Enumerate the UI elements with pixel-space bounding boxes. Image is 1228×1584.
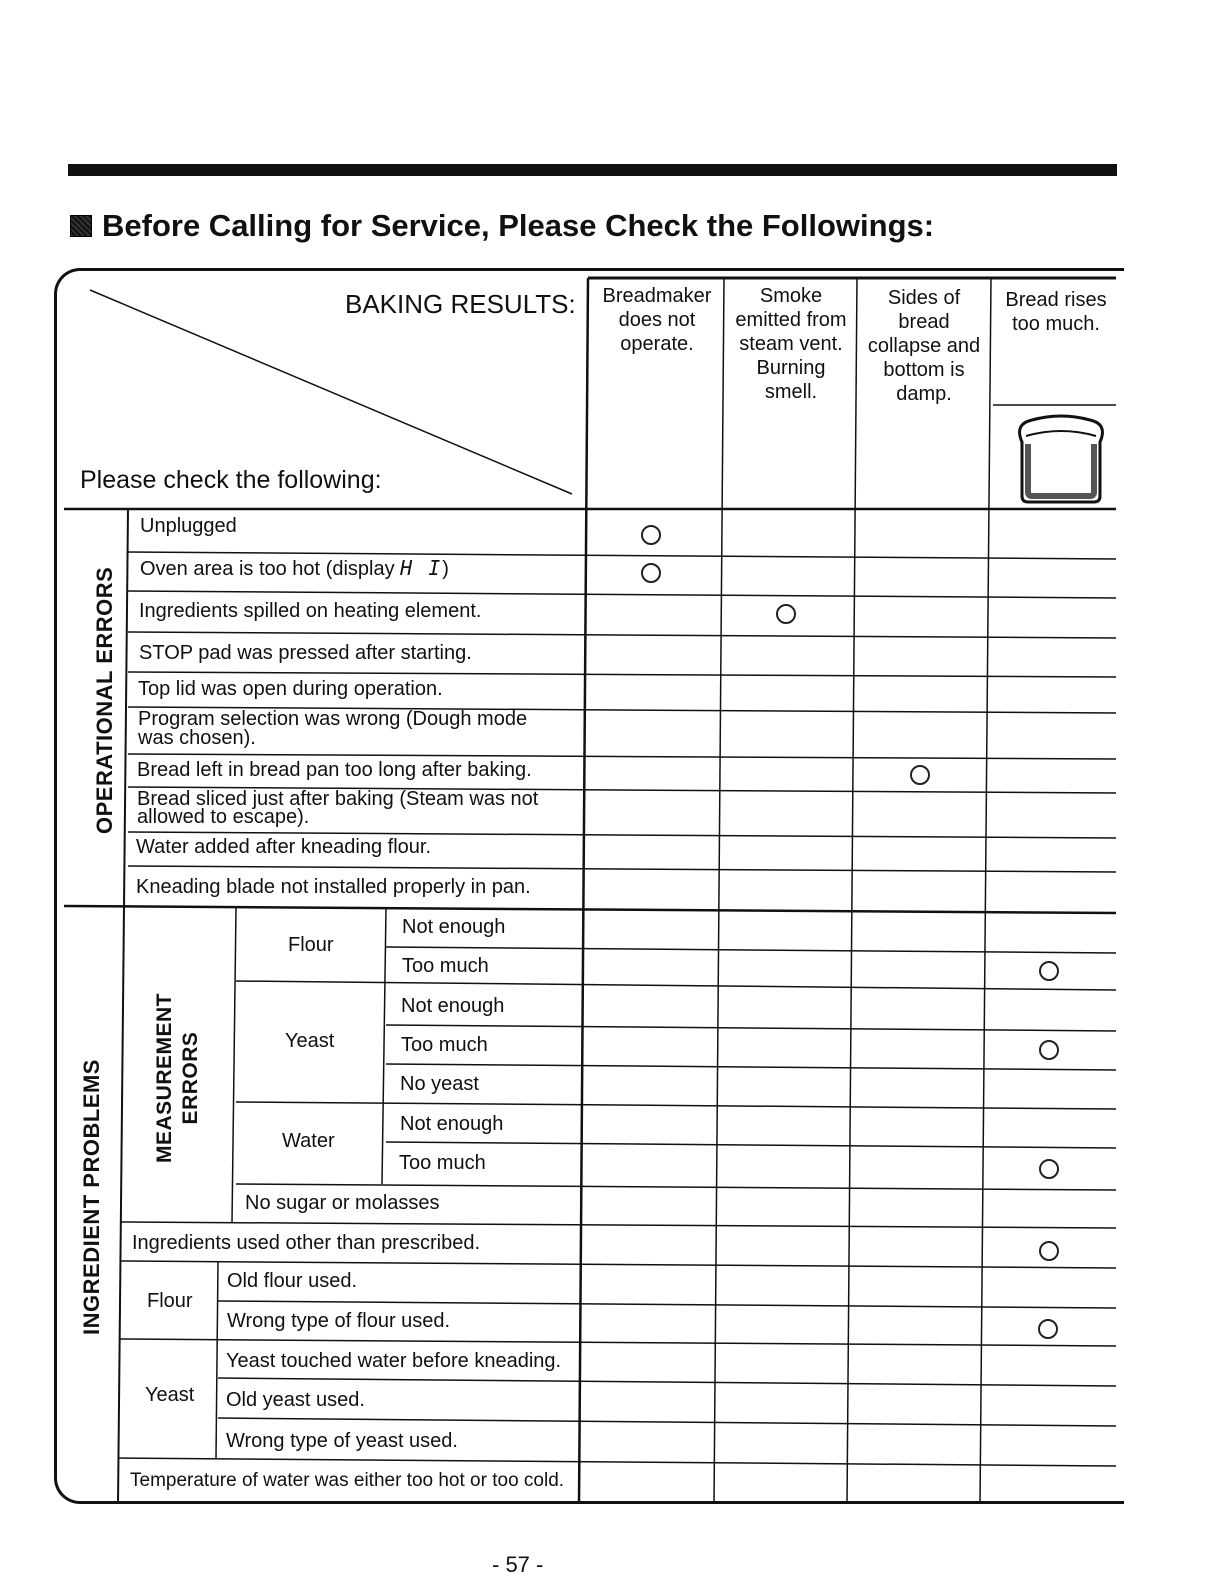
measurement-lines	[118, 908, 1116, 1466]
measurement-row: Too much	[399, 1152, 486, 1174]
measurement-yeast-label: Yeast	[285, 1030, 335, 1052]
col-line-1	[579, 278, 588, 1504]
row-stop-pad: STOP pad was pressed after starting.	[139, 642, 472, 664]
row-spilled: Ingredients spilled on heating element.	[139, 600, 482, 622]
row-wrong-flour: Wrong type of flour used.	[227, 1310, 451, 1332]
measurement-label-line2: ERRORS	[179, 1031, 202, 1125]
check-circle-mark	[641, 525, 661, 545]
measurement-row: Too much	[402, 955, 489, 977]
measurement-row: Too much	[401, 1034, 488, 1056]
column-header-sides-collapse: Sides of bread collapse and bottom is damp.	[867, 287, 981, 405]
check-circle-mark	[776, 604, 796, 624]
check-circle-mark	[641, 563, 661, 583]
heading-text: Before Calling for Service, Please Check the Followings:	[102, 208, 935, 243]
row-old-yeast: Old yeast used.	[226, 1389, 365, 1411]
row-bread-sliced	[137, 790, 538, 826]
row-bread-sliced-line2: allowed to escape).	[137, 806, 310, 828]
row-old-flour: Old flour used.	[227, 1270, 358, 1292]
row-bread-left: Bread left in bread pan too long after baking.	[137, 759, 532, 781]
check-circle-mark	[910, 765, 930, 785]
row-program-selection-line2: was chosen).	[138, 727, 256, 749]
row-yeast-touched-water: Yeast touched water before kneading.	[226, 1350, 562, 1372]
row-unplugged: Unplugged	[140, 515, 237, 537]
check-circle-mark	[1038, 1319, 1058, 1339]
row-wrong-yeast: Wrong type of yeast used.	[226, 1430, 458, 1452]
row-ingredients-other: Ingredients used other than prescribed.	[132, 1232, 480, 1254]
row-water-added: Water added after kneading flour.	[136, 836, 431, 858]
column-header-smoke: Smoke emitted from steam vent. Burning smell.	[735, 285, 847, 403]
measurement-row: Not enough	[401, 995, 505, 1017]
row-oven-hot-text: Oven area is too hot (display	[140, 558, 395, 580]
diagonal-line	[90, 290, 572, 494]
ingredient-problems-label: INGREDIENT PROBLEMS	[79, 1059, 104, 1335]
measurement-row: Not enough	[400, 1113, 504, 1135]
row-top-lid: Top lid was open during operation.	[138, 678, 443, 700]
section-divider	[64, 906, 1116, 913]
measurement-flour-label: Flour	[288, 934, 334, 956]
row-water-temperature: Temperature of water was either too hot or too cold.	[130, 1470, 565, 1491]
measurement-water-label: Water	[282, 1130, 335, 1152]
check-circle-mark	[1039, 1159, 1059, 1179]
baking-results-label: BAKING RESULTS:	[345, 289, 576, 319]
check-circle-mark	[1039, 1040, 1059, 1060]
row-oven-hot-end: )	[442, 558, 449, 580]
row-bread-sliced-line1: Bread sliced just after baking (Steam was not	[137, 788, 539, 810]
check-circle-mark	[1039, 961, 1059, 981]
col-line-3	[847, 278, 857, 1504]
bread-loaf-icon	[1012, 414, 1110, 506]
row-program-selection	[138, 710, 527, 748]
row-no-sugar: No sugar or molasses	[245, 1192, 440, 1214]
label-column-line	[118, 509, 128, 1504]
col-line-2	[714, 278, 724, 1504]
please-check-label: Please check the following:	[80, 466, 382, 494]
measurement-row: Not enough	[402, 916, 506, 938]
measurement-errors-label	[152, 988, 204, 1168]
flour-group-label: Flour	[147, 1290, 193, 1312]
row-program-selection-line1: Program selection was wrong (Dough mode	[138, 708, 528, 730]
column-header-no-operate: Breadmaker does not operate.	[602, 285, 712, 355]
display-hi-readout: H I	[400, 556, 443, 580]
yeast-group-label: Yeast	[145, 1384, 195, 1406]
operational-errors-label: OPERATIONAL ERRORS	[92, 566, 117, 834]
row-oven-hot	[140, 557, 449, 580]
column-header-rises-too-much: Bread rises too much.	[1005, 289, 1107, 335]
col-line-4	[980, 278, 991, 1504]
row-kneading-blade: Kneading blade not installed properly in pan.	[136, 876, 531, 898]
measurement-row: No yeast	[400, 1073, 479, 1095]
measurement-label-line1: MEASUREMENT	[153, 993, 176, 1164]
check-circle-mark	[1039, 1241, 1059, 1261]
page-number: - 57 -	[492, 1552, 544, 1577]
